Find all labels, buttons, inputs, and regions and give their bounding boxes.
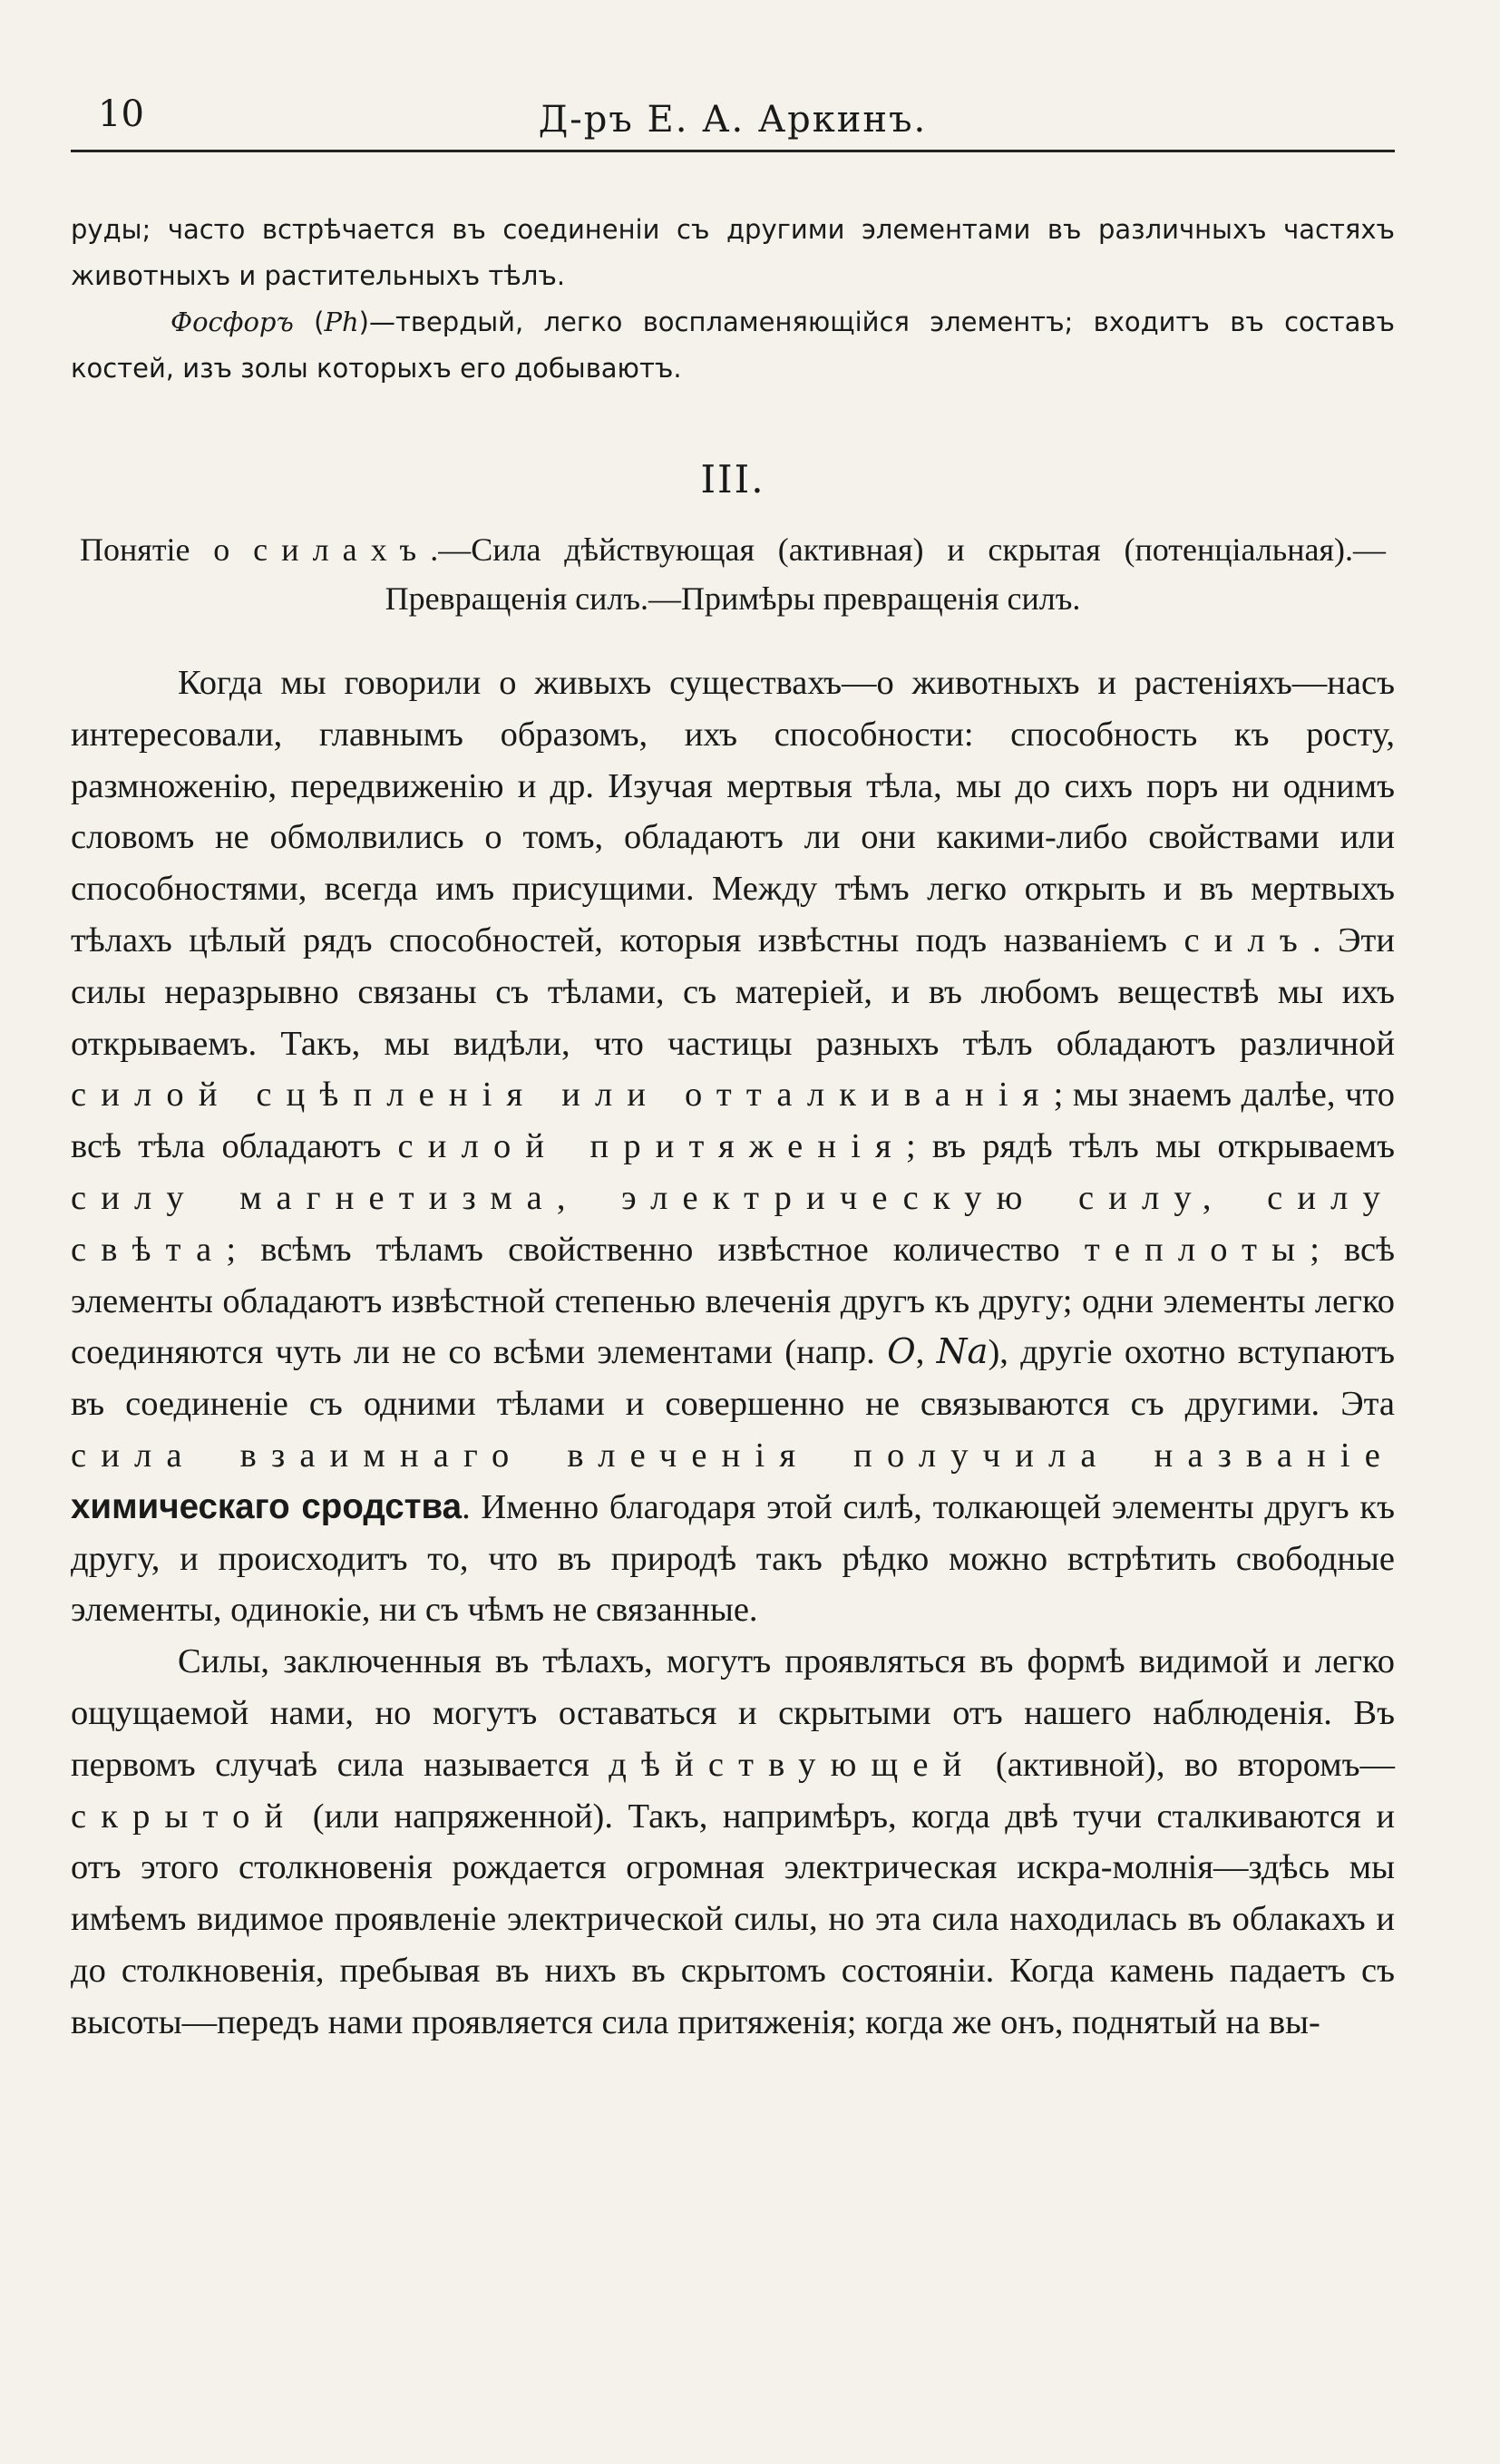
section-summary (71, 525, 1395, 623)
paragraph-ore: руды; часто встрѣчается въ соединеніи съ другими элементами въ различныхъ частяхъ животныхъ и растительныхъ тѣлъ. (71, 214, 1395, 291)
paragraph-forces-intro (71, 657, 1395, 1636)
text-fragment: ( (293, 307, 325, 337)
spaced-term: силахъ (253, 531, 431, 568)
text-fragment: ; мы знаемъ далѣе, что всѣ тѣла обладаютъ (71, 1076, 1395, 1166)
text-fragment: (или напряженной). Такъ, напримѣръ, когда двѣ тучи сталкиваются и отъ этого столкновенія рождается огромная электрическая искра-молнія—здѣсь мы имѣемъ видимое проявленіе электрической силы, но эта сила находилась въ облакахъ и до столкновенія, пребывая въ нихъ въ скрытомъ состояніи. Когда камень падаетъ съ высоты—передъ нами проявляется сила притяженія; когда же онъ, поднятый на вы- (71, 1797, 1395, 2041)
page-header (71, 86, 1395, 152)
chemical-symbol: Na (936, 1331, 989, 1373)
section-number: III. (700, 457, 765, 502)
document-page (71, 86, 1395, 2049)
page-number: 10 (98, 93, 144, 135)
text-fragment: )—твердый, легко воспламеняющійся элементъ; входитъ въ составъ костей, изъ золы которыхъ его добываютъ. (71, 307, 1395, 384)
text-fragment: Понятіе о (80, 531, 254, 568)
text-fragment: ; въ рядѣ тѣлъ мы открываемъ (905, 1127, 1395, 1166)
spaced-term: силъ (1183, 920, 1312, 959)
text-fragment: ), другіе охотно вступаютъ въ соединеніе съ одними тѣлами и совершенно не связываются съ другими. Эта (71, 1333, 1396, 1424)
continued-text (71, 207, 1395, 392)
spaced-term: теплоты (1084, 1230, 1310, 1269)
spaced-term: дѣйствующей (609, 1745, 977, 1784)
spaced-term: силу магнетизма, электрическую силу, силу свѣта (71, 1178, 1395, 1269)
spaced-term: силой сцѣпленія или отталкиванія (71, 1076, 1054, 1115)
text-fragment: (активной), во второмъ— (976, 1745, 1396, 1784)
running-head: Д-ръ Е. А. Аркинъ. (538, 99, 928, 141)
spaced-term: силой притяженія (397, 1127, 906, 1166)
text-fragment: Силы, заключенныя въ тѣлахъ, могутъ проявляться въ формѣ видимой и легко ощущаемой нами, но могутъ оставаться и скрытыми отъ нашего наблюденія. Въ первомъ случаѣ сила называется (71, 1642, 1395, 1784)
text-fragment: ; всѣмъ тѣламъ свойственно извѣстное количество (226, 1230, 1085, 1269)
paragraph-active-hidden-forces (71, 1636, 1395, 2048)
text-fragment: ; всѣ элементы обладаютъ извѣстной степенью влеченія другъ къ другу; одни элементы легко соединяются чуть ли не со всѣми элементами (напр. (71, 1230, 1395, 1372)
chemical-symbol: Ph (324, 307, 359, 337)
chemical-symbol: O (887, 1331, 916, 1373)
body-text (71, 657, 1395, 2049)
spaced-term: скрытой (71, 1797, 298, 1836)
text-fragment: . Эти силы неразрывно связаны съ тѣлами, съ матеріей, и въ любомъ веществѣ мы ихъ открываемъ. Такъ, мы видѣли, что частицы разныхъ тѣлъ обладаютъ различной (71, 920, 1395, 1063)
text-fragment: .—Сила дѣйствующая (активная) и скрытая (потенціальная).—Превращенія силъ.—Примѣры превращенія силъ. (385, 531, 1386, 617)
text-fragment: Когда мы говорили о живыхъ существахъ—о животныхъ и растеніяхъ—насъ интересовали, главнымъ образомъ, ихъ способности: способность къ росту, размноженію, передвиженію и др. Изучая мертвыя тѣла, мы до сихъ поръ ни однимъ словомъ не обмолвились о томъ, обладаютъ ли они какими-либо свойствами или способностями, всегда имъ присущими. Между тѣмъ легко открыть и въ мертвыхъ тѣлахъ цѣлый рядъ способностей, которыя извѣстны подъ названіемъ (71, 664, 1395, 959)
text-fragment: , (915, 1333, 937, 1372)
text-fragment: . Именно благодаря этой силѣ, толкающей элементы другъ къ другу, и происходитъ то, что въ природѣ такъ рѣдко можно встрѣтить свободные элементы, одинокіе, ни съ чѣмъ не связанные. (71, 1487, 1396, 1630)
spaced-term: сила взаимнаго влеченія получила названіе (71, 1436, 1395, 1475)
bold-term: химическаго сродства (71, 1486, 463, 1526)
paragraph-phosphorus (71, 299, 1395, 392)
term-phosphorus: Фосфоръ (170, 307, 294, 337)
